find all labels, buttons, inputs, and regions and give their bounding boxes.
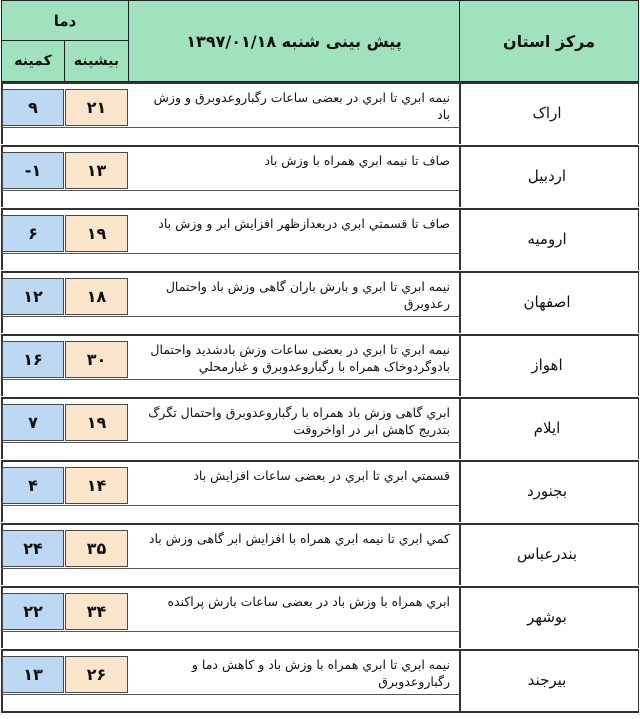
header-max: بیشینه [64, 40, 129, 82]
row-divider [1, 586, 639, 588]
row-column-divider [459, 208, 461, 270]
table-row [0, 586, 640, 648]
max-temp-cell: ۲۱ [65, 89, 128, 126]
table-row [0, 145, 640, 207]
max-temp-cell: ۳۰ [65, 341, 128, 378]
forecast-text: ابري گاهی وزش باد همراه با رگباروعدوبرق واحتمال تگرگ بتدریج کاهش ابر در اواخروقت [148, 405, 450, 437]
forecast-text: صاف تا نیمه ابري همراه با وزش باد [264, 153, 450, 168]
min-temp-cell: ۱۲ [2, 278, 64, 315]
row-border-right [638, 649, 640, 711]
row-sub-divider [1, 694, 460, 695]
row-column-divider [459, 586, 461, 648]
table-row [0, 649, 640, 711]
province-name: بجنورد [526, 482, 568, 500]
row-column-divider [459, 145, 461, 207]
province-name: اراک [532, 104, 562, 122]
row-sub-divider [1, 442, 460, 443]
row-divider [1, 271, 639, 273]
min-temp-cell: ۱۳ [2, 656, 64, 693]
table-row [0, 460, 640, 522]
row-divider [1, 208, 639, 210]
row-border-right [638, 460, 640, 522]
row-border-right [638, 334, 640, 396]
row-border-right [638, 271, 640, 333]
row-sub-divider [1, 568, 460, 569]
row-border-right [638, 82, 640, 144]
table-row [0, 334, 640, 396]
row-border-right [638, 586, 640, 648]
min-temp-cell: ۱۶ [2, 341, 64, 378]
row-sub-divider [1, 316, 460, 317]
min-temp-cell: ۹ [2, 89, 64, 126]
row-column-divider [459, 334, 461, 396]
row-sub-divider [1, 505, 460, 506]
row-column-divider [459, 82, 461, 144]
max-temp-cell: ۱۳ [65, 152, 128, 189]
row-border-right [638, 208, 640, 270]
province-name: ایلام [533, 419, 561, 437]
min-temp-cell: ۷ [2, 404, 64, 441]
table-row [0, 523, 640, 585]
row-divider [1, 145, 639, 147]
min-temp-cell: ۲۴ [2, 530, 64, 567]
max-temp-cell: ۱۴ [65, 467, 128, 504]
table-row [0, 397, 640, 459]
min-temp-cell: ۴ [2, 467, 64, 504]
row-sub-divider [1, 631, 460, 632]
max-temp-cell: ۳۵ [65, 530, 128, 567]
row-border-right [638, 523, 640, 585]
header-min: کمینه [1, 40, 65, 82]
max-temp-cell: ۱۹ [65, 215, 128, 252]
province-name: ارومیه [527, 230, 567, 248]
row-border-right [638, 145, 640, 207]
forecast-text: قسمتي ابري تا ابري در بعضی ساعات افزایش باد [193, 468, 450, 483]
row-divider [1, 460, 639, 462]
max-temp-cell: ۱۹ [65, 404, 128, 441]
min-temp-cell: ۲۲ [2, 593, 64, 630]
forecast-text: ابري همراه با وزش باد در بعضی ساعات بارش پراکنده [167, 594, 450, 609]
forecast-text: نیمه ابري تا ابري در بعضی ساعات رگباروعدوبرق و وزش باد [153, 90, 450, 122]
row-sub-divider [1, 253, 460, 254]
forecast-text: نیمه ابري تا ابري در بعضی ساعات وزش بادشدید واحتمال بادوگردوخاک همراه با رگباروعدوبرق و غبارمحلي [150, 342, 450, 374]
min-temp-cell: -۱ [2, 152, 64, 189]
row-sub-divider [1, 379, 460, 380]
province-name: اهواز [531, 356, 563, 374]
row-divider [1, 334, 639, 336]
header-forecast: پیش بینی شنبه ۱۳۹۷/۰۱/۱۸ [128, 0, 460, 82]
table-bottom-border [1, 711, 639, 713]
row-column-divider [459, 271, 461, 333]
min-temp-cell: ۶ [2, 215, 64, 252]
row-sub-divider [1, 190, 460, 191]
row-divider [1, 397, 639, 399]
row-divider [1, 649, 639, 651]
row-border-right [638, 397, 640, 459]
province-name: اصفهان [523, 293, 571, 311]
table-row [0, 82, 640, 144]
forecast-text: کمي ابري تا نیمه ابري همراه با افزایش ابر گاهی وزش باد [148, 531, 450, 546]
header-province-center: مرکز استان [459, 0, 639, 82]
header-temperature: دما [1, 0, 129, 41]
table-row [0, 271, 640, 333]
province-name: بیرجند [527, 671, 567, 689]
province-name: بوشهر [527, 608, 567, 626]
row-divider [1, 82, 639, 84]
table-row [0, 208, 640, 270]
province-name: اردبیل [527, 167, 567, 185]
forecast-text: صاف تا قسمتي ابري دربعدازظهر افزایش ابر و وزش باد [158, 216, 450, 231]
row-divider [1, 523, 639, 525]
forecast-text: نیمه ابري تا ابري همراه با وزش باد و کاهش دما و رگباروعدوبرق [191, 657, 450, 689]
max-temp-cell: ۱۸ [65, 278, 128, 315]
forecast-text: نیمه ابري تا ابري و بارش باران گاهی وزش باد واحتمال رعدوبرق [165, 279, 450, 311]
row-column-divider [459, 523, 461, 585]
province-name: بندرعباس [516, 545, 578, 563]
row-column-divider [459, 397, 461, 459]
row-column-divider [459, 649, 461, 711]
row-sub-divider [1, 127, 460, 128]
max-temp-cell: ۲۶ [65, 656, 128, 693]
row-column-divider [459, 460, 461, 522]
max-temp-cell: ۳۴ [65, 593, 128, 630]
